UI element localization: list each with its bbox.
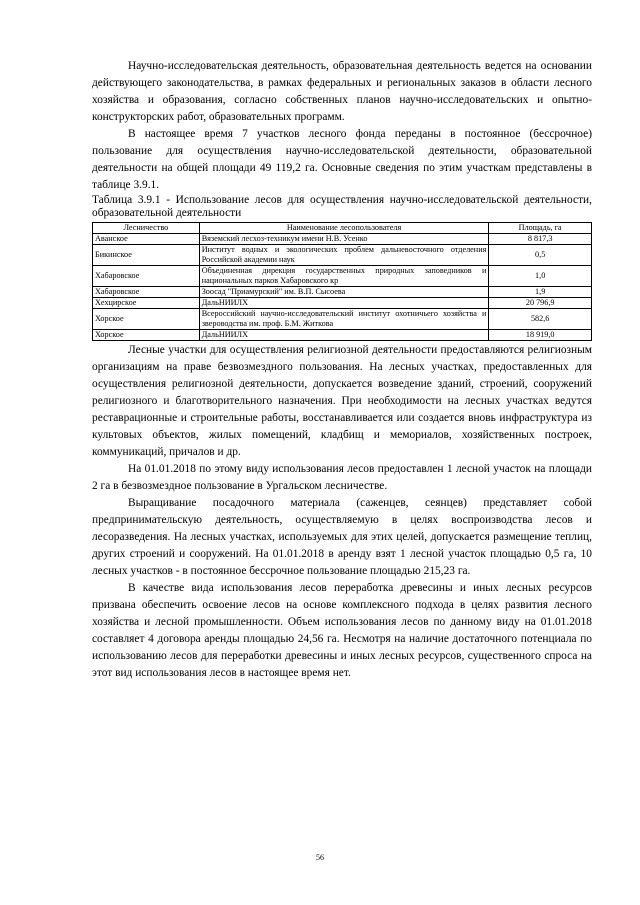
table-header-row xyxy=(93,223,592,234)
research-use-table xyxy=(92,222,592,341)
table-row xyxy=(93,309,592,330)
table-row xyxy=(93,287,592,298)
cell-user-name: ДальНИИЛХ xyxy=(199,298,489,309)
cell-user-name: Зоосад "Приамурский" им. В.П. Сысоева xyxy=(199,287,489,298)
table-row xyxy=(93,245,592,266)
cell-forestry: Аванское xyxy=(93,234,200,245)
header-area: Площадь, га xyxy=(489,223,592,234)
cell-forestry: Хорское xyxy=(93,330,200,341)
table-row xyxy=(93,330,592,341)
header-user-name: Наименование лесопользователя xyxy=(199,223,489,234)
paragraph-religious-plot: На 01.01.2018 по этому виду использования лесов предоставлен 1 лесной участок на площади 2 га в безвозмездное пользование в Ургальском лесничестве. xyxy=(92,463,592,492)
cell-user-name: Объединенная дирекция государственных природных заповедников и национальных парков Хабаровского кр xyxy=(199,266,489,287)
paragraph-religious-activity: Лесные участки для осуществления религиозной деятельности предоставляются религиозным организациям на праве безвозмездного пользования. На лесных участках, предоставленных для осуществления религиозной деятельности, допускается возведение зданий, строений, сооружений религиозного и благотворительного назначения. При необходимости на лесных участках ведутся реставрационные и строительные работы, восстанавливается или создается вновь инфраструктура из культовых объектов, жилых помещений, кладбищ и мемориалов, хозяйственных построек, коммуникаций, причалов и др. xyxy=(92,344,592,458)
table-row xyxy=(93,266,592,287)
cell-forestry: Бикинское xyxy=(93,245,200,266)
table-row xyxy=(93,298,592,309)
paragraph-seedling-cultivation: Выращивание посадочного материала (саженцев, сеянцев) представляет собой предпринимательскую деятельность, осуществляемую в целях воспроизводства лесов и лесоразведения. На лесных участках, используемых для этих целей, допускается размещение теплиц, других строений и сооружений. На 01.01.2018 в аренду взят 1 лесной участок площадью 0,5 га, 10 лесных участков - в постоянное бессрочное пользование площадью 215,23 га. xyxy=(92,497,592,577)
cell-user-name: ДальНИИЛХ xyxy=(199,330,489,341)
paragraph-research-activity: Научно-исследовательская деятельность, образовательная деятельность ведется на основании действующего законодательства, в рамках федеральных и региональных заказов в области лесного хозяйства и образования, согласно собственных планов научно-исследовательских и опытно-конструкторских работ, образовательных программ. xyxy=(92,60,592,123)
paragraph-wood-processing: В качестве вида использования лесов переработка древесины и иных лесных ресурсов призвана обеспечить освоение лесов на основе комплексного подхода в целях развития лесного хозяйства и лесной промышленности. Объем использования лесов по данному виду на 01.01.2018 составляет 4 договора аренды площадью 24,56 га. Несмотря на наличие достаточного потенциала по использованию лесов для переработки древесины и иных лесных ресурсов, существенного спроса на этот вид использования лесов в настоящее время нет. xyxy=(92,582,592,679)
cell-forestry: Хабаровское xyxy=(93,287,200,298)
table-row xyxy=(93,234,592,245)
cell-area: 18 919,0 xyxy=(489,330,592,341)
paragraph-plots-transferred: В настоящее время 7 участков лесного фонда переданы в постоянное (бессрочное) пользование для осуществления научно-исследовательской деятельности, образовательной деятельности на общей площади 49 119,2 га. Основные сведения по этим участкам представлены в таблице 3.9.1. xyxy=(92,128,592,191)
table-caption: Таблица 3.9.1 - Использование лесов для осуществления научно-исследовательской деятельности, образовательной деятельности xyxy=(92,194,592,219)
header-forestry: Лесничество xyxy=(93,223,200,234)
cell-area: 8 817,3 xyxy=(489,234,592,245)
cell-forestry: Хорское xyxy=(93,309,200,330)
page-number: 56 xyxy=(316,853,324,862)
cell-user-name: Институт водных и экологических проблем дальневосточного отделения Российской академии наук xyxy=(199,245,489,266)
cell-forestry: Хабаровское xyxy=(93,266,200,287)
cell-area: 1,0 xyxy=(489,266,592,287)
document-page xyxy=(92,58,592,682)
cell-user-name: Вяземский лесхоз-техникум имени Н.В. Усенко xyxy=(199,234,489,245)
cell-forestry: Хехцирское xyxy=(93,298,200,309)
cell-area: 1,9 xyxy=(489,287,592,298)
cell-user-name: Всероссийский научно-исследовательский институт охотничьего хозяйства и звероводства им. проф. Б.М. Житкова xyxy=(199,309,489,330)
cell-area: 20 796,9 xyxy=(489,298,592,309)
cell-area: 0,5 xyxy=(489,245,592,266)
cell-area: 582,6 xyxy=(489,309,592,330)
